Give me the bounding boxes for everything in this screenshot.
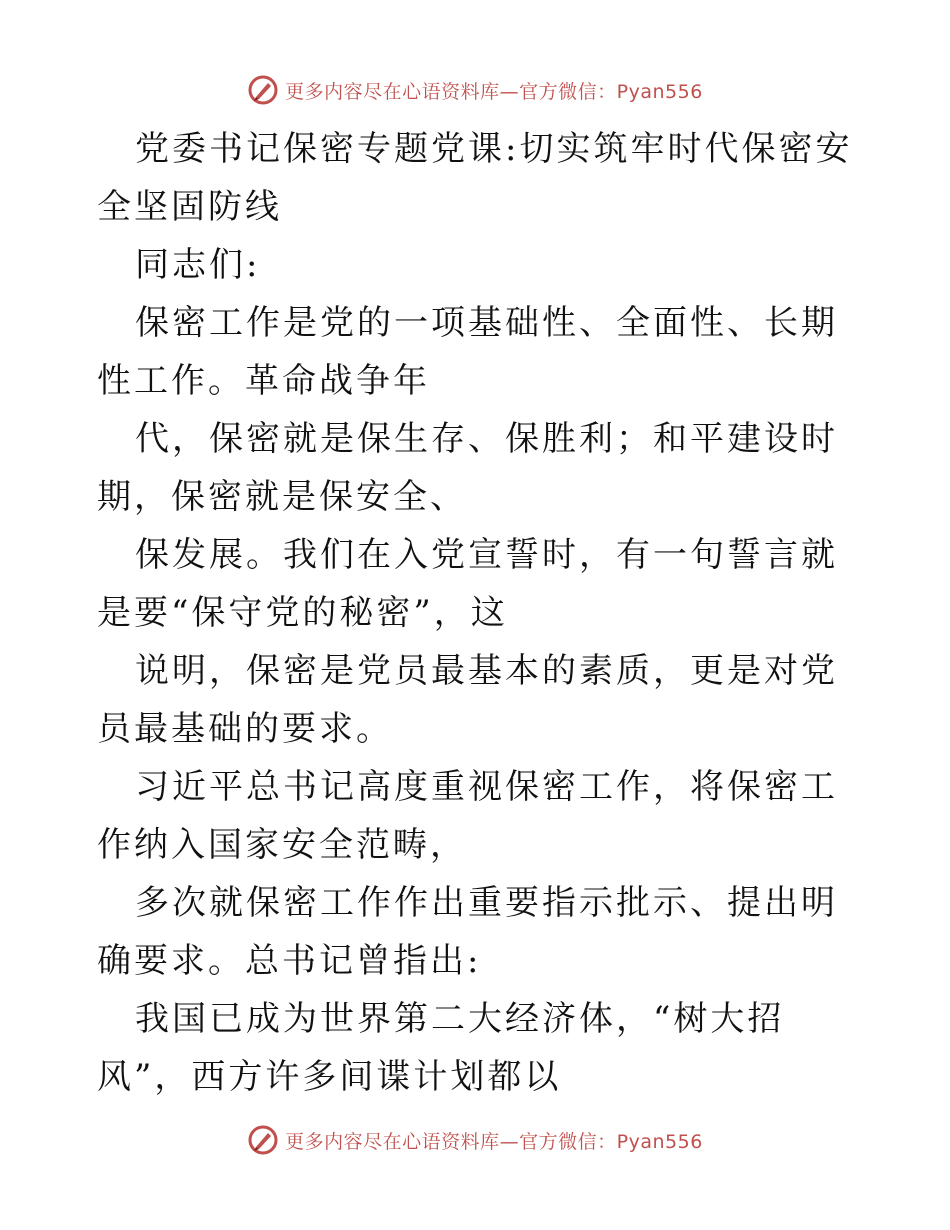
banner-text: 更多内容尽在心语资料库—官方微信：Pyan556 [285, 80, 703, 103]
paragraph: 代，保密就是保生存、保胜利；和平建设时期，保密就是保安全、 [97, 419, 838, 517]
paragraph: 习近平总书记高度重视保密工作，将保密工作纳入国家安全范畴， [97, 767, 838, 865]
pen-logo-icon [247, 74, 279, 106]
paragraph: 保发展。我们在入党宣誓时，有一句誓言就是要“保守党的秘密”，这 [97, 535, 838, 633]
document-body [97, 120, 857, 1106]
paragraph: 我国已成为世界第二大经济体，“树大招风”，西方许多间谍计划都以 [97, 999, 785, 1097]
pen-logo-icon [247, 1124, 279, 1156]
paragraph: 多次就保密工作作出重要指示批示、提出明确要求。总书记曾指出: [97, 883, 838, 981]
footer-banner [0, 1120, 950, 1160]
salutation: 同志们: [135, 245, 261, 285]
paragraph: 说明，保密是党员最基本的素质，更是对党员最基础的要求。 [97, 651, 838, 749]
banner-text: 更多内容尽在心语资料库—官方微信：Pyan556 [285, 1130, 703, 1153]
document-title: 党委书记保密专题党课:切实筑牢时代保密安全坚固防线 [97, 129, 853, 227]
header-banner [0, 70, 950, 110]
paragraph: 保密工作是党的一项基础性、全面性、长期性工作。革命战争年 [97, 303, 838, 401]
